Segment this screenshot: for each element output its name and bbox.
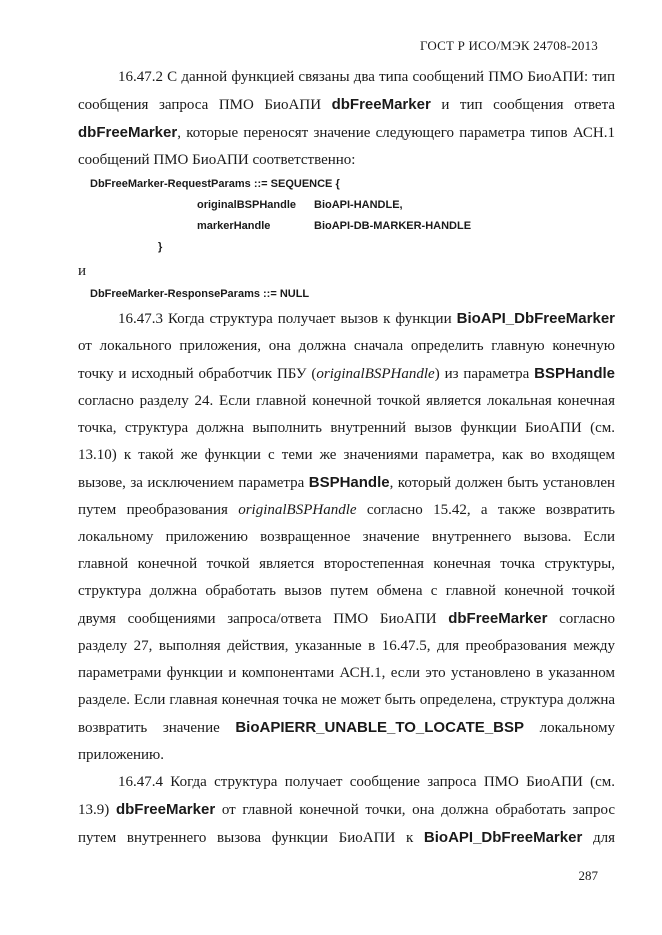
- text: согласно разделу 24. Если главной конечной точкой является локальная конечная точка, структура должна выполнить внутренний вызов функции БиоАПИ (см. 13.10) к такой же функции с теми же значениями параметра, как во входящем вызове, за исключением параметра: [78, 393, 615, 491]
- parameter-name: originalBSPHandle: [316, 366, 435, 382]
- page-body: [78, 64, 615, 852]
- code-field-type: BioAPI-HANDLE,: [314, 199, 403, 211]
- message-type-name: dbFreeMarker: [448, 610, 548, 627]
- text: 16.47.4 Когда структура получает сообщение запроса ПМО БиоАПИ (см. 13.9): [78, 774, 615, 818]
- text: согласно разделу 27, выполняя действия, указанные в 16.47.5, для преобразования между параметрами функции и компонентами АСН.1, если это установлено в указанном разделе. Если главная конечная точка не может быть определена, структура должна возвратить значение: [78, 611, 615, 736]
- function-name: BioAPI_DbFreeMarker: [423, 829, 583, 846]
- text: и тип сообщения ответа: [430, 97, 615, 113]
- page-number: 287: [578, 868, 598, 883]
- code-field-type: BioAPI-DB-MARKER-HANDLE: [314, 220, 472, 232]
- code-line: DbFreeMarker-ResponseParams ::= NULL: [90, 288, 310, 300]
- page-header: ГОСТ Р ИСО/МЭК 24708-2013: [419, 38, 598, 53]
- function-name: BioAPI_DbFreeMarker: [456, 310, 615, 327]
- asn1-response-definition: [78, 284, 615, 305]
- parameter-name: BSPHandle: [534, 365, 615, 382]
- text: ) из параметра: [434, 366, 535, 382]
- message-type-name: dbFreeMarker: [78, 124, 178, 141]
- error-code: BioAPIERR_UNABLE_TO_LOCATE_BSP: [235, 719, 524, 736]
- code-line: }: [158, 241, 163, 253]
- text: локальному приложению.: [78, 720, 615, 763]
- text: 16.47.3 Когда структура получает вызов к функции: [118, 311, 457, 327]
- text: для: [582, 830, 615, 846]
- paragraph-16-47-4: [78, 769, 615, 852]
- code-line: DbFreeMarker-RequestParams ::= SEQUENCE {: [90, 178, 340, 190]
- message-type-name: dbFreeMarker: [115, 801, 216, 818]
- text: , которые переносят значение следующего параметра типов АСН.1 сообщений ПМО БиоАПИ соответственно:: [78, 125, 615, 168]
- text: согласно 15.42, а также возвратить локальному приложению возвращенное значение внутреннего вызова. Если главной конечной точкой является второстепенная конечная точка структуры, структура должна обработать вызов путем обмена с главной конечной точкой двумя сообщениями запроса/ответа ПМО БиоАПИ: [78, 502, 615, 627]
- text: 16.47.2 С данной функцией связаны два типа сообщений ПМО БиоАПИ: тип сообщения запроса ПМО БиоАПИ: [78, 69, 615, 113]
- text: от главной конечной точки, она должна обработать запрос путем внутреннего вызова функции БиоАПИ к: [78, 802, 615, 846]
- conjunction: и: [78, 263, 87, 279]
- code-field-name: markerHandle: [197, 220, 271, 232]
- message-type-name: dbFreeMarker: [331, 96, 431, 113]
- parameter-name: originalBSPHandle: [238, 502, 357, 518]
- code-field-name: originalBSPHandle: [197, 199, 297, 211]
- paragraph-16-47-3: [78, 305, 615, 769]
- text: , который должен быть установлен путем преобразования: [78, 475, 615, 518]
- paragraph-16-47-2: [78, 64, 615, 174]
- parameter-name: BSPHandle: [308, 474, 390, 491]
- text: от локального приложения, она должна сначала определить главную конечную точку и исходный обработчик ПБУ (: [78, 338, 615, 382]
- asn1-request-definition: [78, 174, 615, 258]
